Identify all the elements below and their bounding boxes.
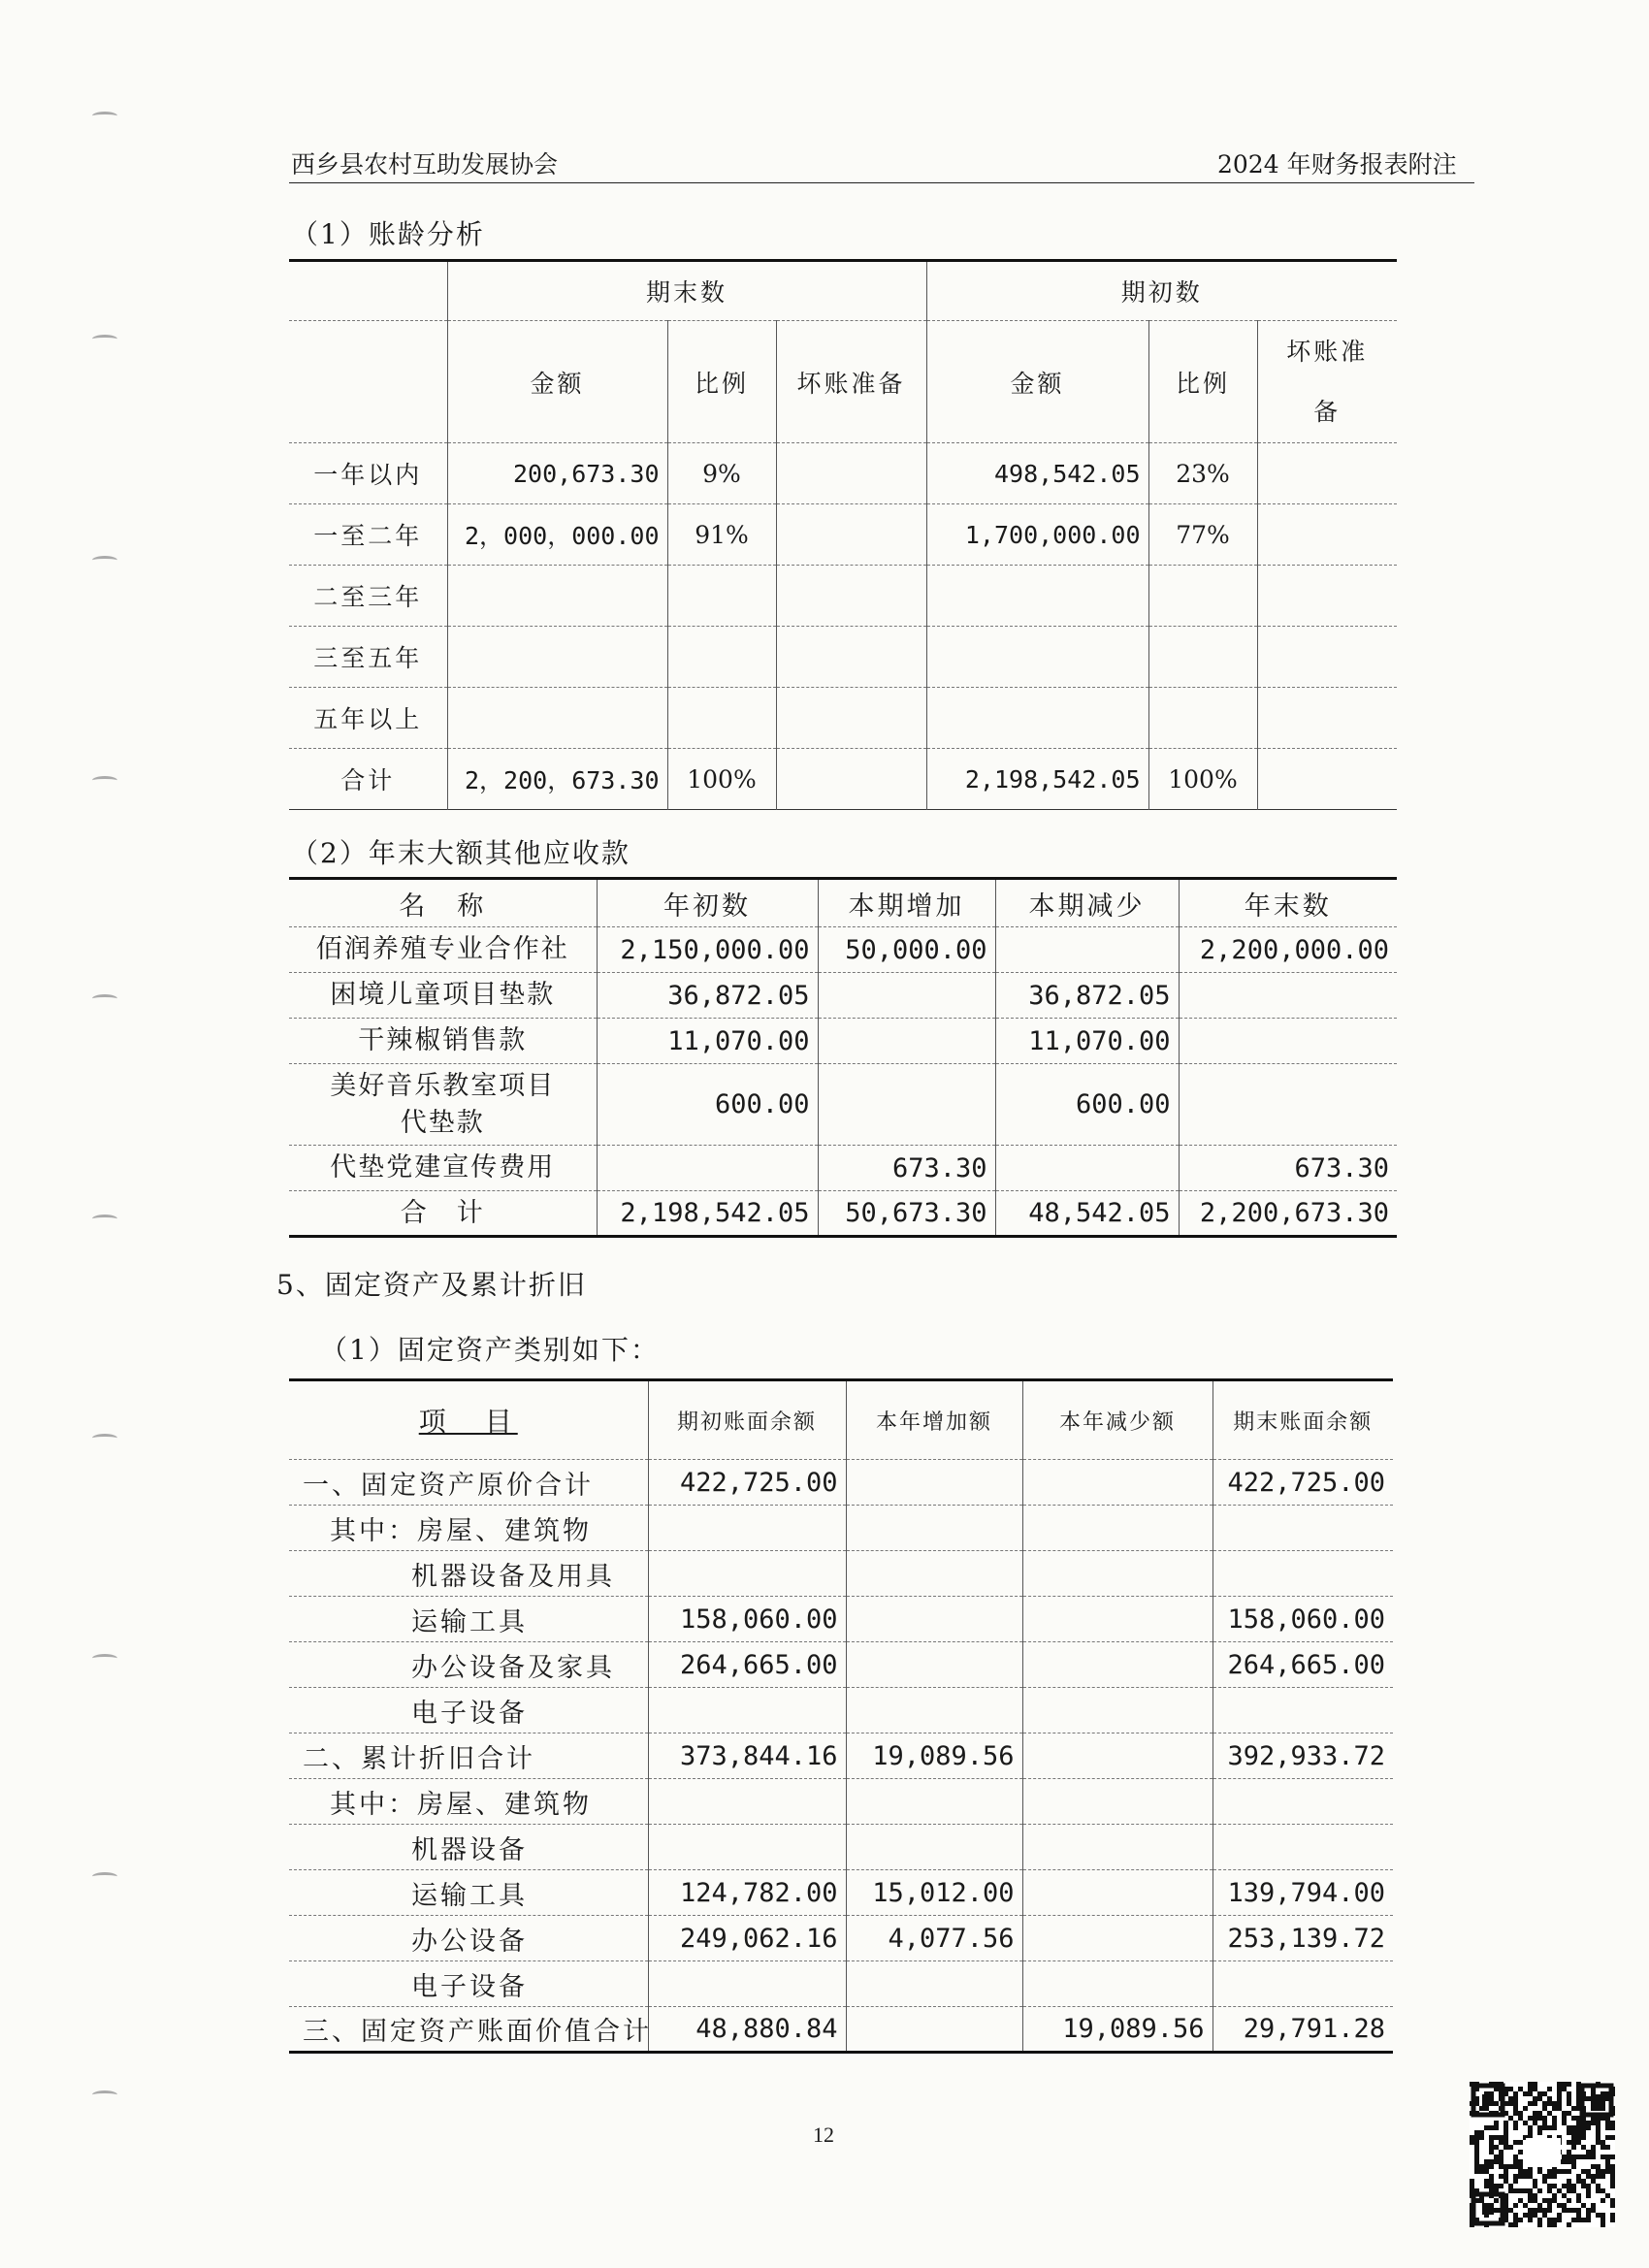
begin-balance: 48,880.84 (648, 2007, 846, 2053)
begin-balance: 124,782.00 (648, 1870, 846, 1916)
receivable-name: 困境儿童项目垫款 (289, 973, 597, 1019)
begin-balance: 422,725.00 (648, 1460, 846, 1506)
table-row (289, 1191, 1397, 1237)
asset-item: 机器设备及用具 (289, 1551, 648, 1597)
decrease-value (995, 927, 1179, 973)
asset-item: 运输工具 (289, 1870, 648, 1916)
end-balance: 253,139.72 (1212, 1916, 1393, 1961)
col-begin-bad-debt-line1: 坏账准 (1286, 337, 1369, 366)
decrease-value: 48,542.05 (995, 1191, 1179, 1237)
decrease-value: 36,872.05 (995, 973, 1179, 1019)
punch-mark (92, 1434, 117, 1442)
punch-mark (92, 1215, 117, 1223)
table-row (289, 973, 1397, 1019)
end-bad-debt (776, 566, 926, 627)
end-value: 2,200,673.30 (1179, 1191, 1397, 1237)
begin-amount (926, 566, 1148, 627)
table-row (289, 566, 1397, 627)
col-begin-balance: 期初账面余额 (648, 1380, 846, 1460)
begin-bad-debt (1257, 627, 1397, 688)
end-balance (1212, 1506, 1393, 1551)
begin-balance (648, 1688, 846, 1733)
col-begin-amount: 金额 (926, 321, 1148, 443)
year-decrease (1022, 1460, 1212, 1506)
table-row (289, 1064, 1397, 1146)
year-decrease (1022, 1733, 1212, 1779)
year-decrease (1022, 1688, 1212, 1733)
fixed-assets-table (289, 1378, 1393, 2054)
begin-balance: 249,062.16 (648, 1916, 846, 1961)
begin-balance (648, 1551, 846, 1597)
other-receivable-heading: （2）年末大额其他应收款 (291, 837, 630, 869)
header-title: 2024 年财务报表附注 (1217, 150, 1457, 178)
end-balance (1212, 1961, 1393, 2007)
begin-bad-debt (1257, 443, 1397, 504)
end-balance: 158,060.00 (1212, 1597, 1393, 1642)
col-year-increase: 本年增加额 (846, 1380, 1022, 1460)
table-row (289, 1916, 1393, 1961)
table-row (289, 1019, 1397, 1064)
table-row (289, 627, 1397, 688)
year-increase (846, 1961, 1022, 2007)
punch-mark (92, 556, 117, 565)
table-row (289, 1460, 1393, 1506)
table-row (289, 749, 1397, 810)
table-row (289, 688, 1397, 749)
begin-ratio: 100% (1148, 749, 1257, 810)
begin-amount: 498,542.05 (926, 443, 1148, 504)
end-amount (447, 566, 667, 627)
year-increase: 4,077.56 (846, 1916, 1022, 1961)
end-ratio (667, 627, 776, 688)
table-row (289, 1597, 1393, 1642)
year-increase (846, 1551, 1022, 1597)
begin-ratio: 77% (1148, 504, 1257, 566)
table-row (289, 1733, 1393, 1779)
begin-balance: 158,060.00 (648, 1597, 846, 1642)
begin-value: 2,198,542.05 (597, 1191, 818, 1237)
col-end-amount: 金额 (447, 321, 667, 443)
table-row (289, 1870, 1393, 1916)
end-ratio (667, 688, 776, 749)
aging-label: 一至二年 (289, 504, 447, 566)
year-increase: 19,089.56 (846, 1733, 1022, 1779)
end-balance (1212, 1779, 1393, 1825)
begin-value: 600.00 (597, 1064, 818, 1146)
col-name: 名 称 (289, 879, 597, 927)
increase-value: 50,000.00 (818, 927, 995, 973)
year-decrease (1022, 1642, 1212, 1688)
table-row (289, 1551, 1393, 1597)
end-value (1179, 973, 1397, 1019)
begin-balance (648, 1506, 846, 1551)
fixed-assets-subheading: （1）固定资产类别如下： (320, 1334, 660, 1366)
end-value: 673.30 (1179, 1146, 1397, 1191)
end-amount: 2，200，673.30 (447, 749, 667, 810)
year-increase (846, 1825, 1022, 1870)
begin-value: 11,070.00 (597, 1019, 818, 1064)
end-bad-debt (776, 504, 926, 566)
begin-value: 2,150,000.00 (597, 927, 818, 973)
begin-ratio: 23% (1148, 443, 1257, 504)
year-decrease (1022, 1916, 1212, 1961)
end-amount: 200,673.30 (447, 443, 667, 504)
end-balance: 422,725.00 (1212, 1460, 1393, 1506)
end-bad-debt (776, 749, 926, 810)
year-decrease (1022, 1551, 1212, 1597)
table-row (289, 504, 1397, 566)
end-value (1179, 1064, 1397, 1146)
col-begin-bad-debt (1257, 321, 1397, 443)
table-row (289, 1688, 1393, 1733)
punch-mark (92, 994, 117, 1003)
year-increase: 15,012.00 (846, 1870, 1022, 1916)
asset-item: 电子设备 (289, 1961, 648, 2007)
year-decrease (1022, 1961, 1212, 2007)
punch-mark (92, 335, 117, 343)
corner-cell (289, 261, 447, 321)
year-decrease (1022, 1825, 1212, 1870)
begin-value: 36,872.05 (597, 973, 818, 1019)
year-increase (846, 2007, 1022, 2053)
col-end-ratio: 比例 (667, 321, 776, 443)
end-amount (447, 688, 667, 749)
end-amount: 2，000，000.00 (447, 504, 667, 566)
begin-balance (648, 1779, 846, 1825)
header-org: 西乡县农村互助发展协会 (291, 150, 559, 178)
corner-cell (289, 321, 447, 443)
table-row (289, 1642, 1393, 1688)
asset-item: 办公设备及家具 (289, 1642, 648, 1688)
col-year-decrease: 本年减少额 (1022, 1380, 1212, 1460)
asset-item: 机器设备 (289, 1825, 648, 1870)
begin-ratio (1148, 627, 1257, 688)
year-decrease (1022, 1506, 1212, 1551)
col-item: 项 目 (289, 1380, 648, 1460)
year-increase (846, 1597, 1022, 1642)
col-begin-ratio: 比例 (1148, 321, 1257, 443)
end-bad-debt (776, 627, 926, 688)
punch-mark (92, 776, 117, 785)
year-decrease (1022, 1779, 1212, 1825)
asset-item: 其中：房屋、建筑物 (289, 1506, 648, 1551)
punch-mark (92, 1654, 117, 1663)
asset-item: 其中：房屋、建筑物 (289, 1779, 648, 1825)
end-balance (1212, 1825, 1393, 1870)
end-balance: 392,933.72 (1212, 1733, 1393, 1779)
aging-label: 二至三年 (289, 566, 447, 627)
aging-table (289, 259, 1397, 810)
col-begin-bad-debt-line2: 备 (1313, 397, 1342, 426)
asset-item: 运输工具 (289, 1597, 648, 1642)
increase-value: 673.30 (818, 1146, 995, 1191)
col-end-balance: 期末账面余额 (1212, 1380, 1393, 1460)
end-balance (1212, 1688, 1393, 1733)
group-begin-header: 期初数 (926, 261, 1397, 321)
aging-label: 五年以上 (289, 688, 447, 749)
decrease-value: 11,070.00 (995, 1019, 1179, 1064)
table-row (289, 1146, 1397, 1191)
aging-label: 一年以内 (289, 443, 447, 504)
table-row (289, 1825, 1393, 1870)
end-ratio: 91% (667, 504, 776, 566)
year-increase (846, 1506, 1022, 1551)
begin-balance: 264,665.00 (648, 1642, 846, 1688)
decrease-value: 600.00 (995, 1064, 1179, 1146)
fixed-assets-heading: 5、固定资产及累计折旧 (276, 1269, 587, 1301)
receivable-name: 佰润养殖专业合作社 (289, 927, 597, 973)
end-balance: 29,791.28 (1212, 2007, 1393, 2053)
begin-bad-debt (1257, 688, 1397, 749)
year-decrease (1022, 1597, 1212, 1642)
begin-amount (926, 688, 1148, 749)
table-row (289, 2007, 1393, 2053)
group-end-header: 期末数 (447, 261, 926, 321)
aging-label: 合计 (289, 749, 447, 810)
header-rule (289, 182, 1474, 183)
asset-item: 三、固定资产账面价值合计 (289, 2007, 648, 2053)
asset-item: 办公设备 (289, 1916, 648, 1961)
year-increase (846, 1688, 1022, 1733)
col-end: 年末数 (1179, 879, 1397, 927)
begin-ratio (1148, 688, 1257, 749)
table-row (289, 927, 1397, 973)
begin-balance (648, 1961, 846, 2007)
punch-mark (92, 2090, 117, 2099)
aging-label: 三至五年 (289, 627, 447, 688)
end-balance: 264,665.00 (1212, 1642, 1393, 1688)
other-receivable-table (289, 877, 1397, 1238)
table-row (289, 443, 1397, 504)
begin-balance: 373,844.16 (648, 1733, 846, 1779)
increase-value (818, 1064, 995, 1146)
receivable-name: 美好音乐教室项目代垫款 (289, 1064, 597, 1146)
begin-bad-debt (1257, 749, 1397, 810)
col-end-bad-debt: 坏账准备 (776, 321, 926, 443)
year-increase (846, 1779, 1022, 1825)
end-value: 2,200,000.00 (1179, 927, 1397, 973)
end-bad-debt (776, 443, 926, 504)
end-ratio: 100% (667, 749, 776, 810)
col-increase: 本期增加 (818, 879, 995, 927)
decrease-value (995, 1146, 1179, 1191)
begin-balance (648, 1825, 846, 1870)
year-increase (846, 1460, 1022, 1506)
qr-code-icon (1470, 2082, 1615, 2227)
punch-mark (92, 112, 117, 120)
increase-value: 50,673.30 (818, 1191, 995, 1237)
page-number: 12 (813, 2122, 834, 2147)
punch-mark (92, 1872, 117, 1881)
year-increase (846, 1642, 1022, 1688)
begin-amount (926, 627, 1148, 688)
col-decrease: 本期减少 (995, 879, 1179, 927)
year-decrease (1022, 1870, 1212, 1916)
asset-item: 电子设备 (289, 1688, 648, 1733)
begin-ratio (1148, 566, 1257, 627)
begin-amount: 2,198,542.05 (926, 749, 1148, 810)
end-ratio: 9% (667, 443, 776, 504)
end-bad-debt (776, 688, 926, 749)
end-amount (447, 627, 667, 688)
asset-item: 二、累计折旧合计 (289, 1733, 648, 1779)
begin-bad-debt (1257, 504, 1397, 566)
table-row (289, 1961, 1393, 2007)
aging-heading: （1）账龄分析 (291, 218, 485, 250)
end-balance: 139,794.00 (1212, 1870, 1393, 1916)
receivable-name: 合 计 (289, 1191, 597, 1237)
table-row (289, 1506, 1393, 1551)
end-ratio (667, 566, 776, 627)
receivable-name: 代垫党建宣传费用 (289, 1146, 597, 1191)
increase-value (818, 1019, 995, 1064)
col-begin: 年初数 (597, 879, 818, 927)
asset-item: 一、固定资产原价合计 (289, 1460, 648, 1506)
begin-bad-debt (1257, 566, 1397, 627)
end-balance (1212, 1551, 1393, 1597)
receivable-name: 干辣椒销售款 (289, 1019, 597, 1064)
increase-value (818, 973, 995, 1019)
year-decrease: 19,089.56 (1022, 2007, 1212, 2053)
begin-value (597, 1146, 818, 1191)
end-value (1179, 1019, 1397, 1064)
table-row (289, 1779, 1393, 1825)
begin-amount: 1,700,000.00 (926, 504, 1148, 566)
